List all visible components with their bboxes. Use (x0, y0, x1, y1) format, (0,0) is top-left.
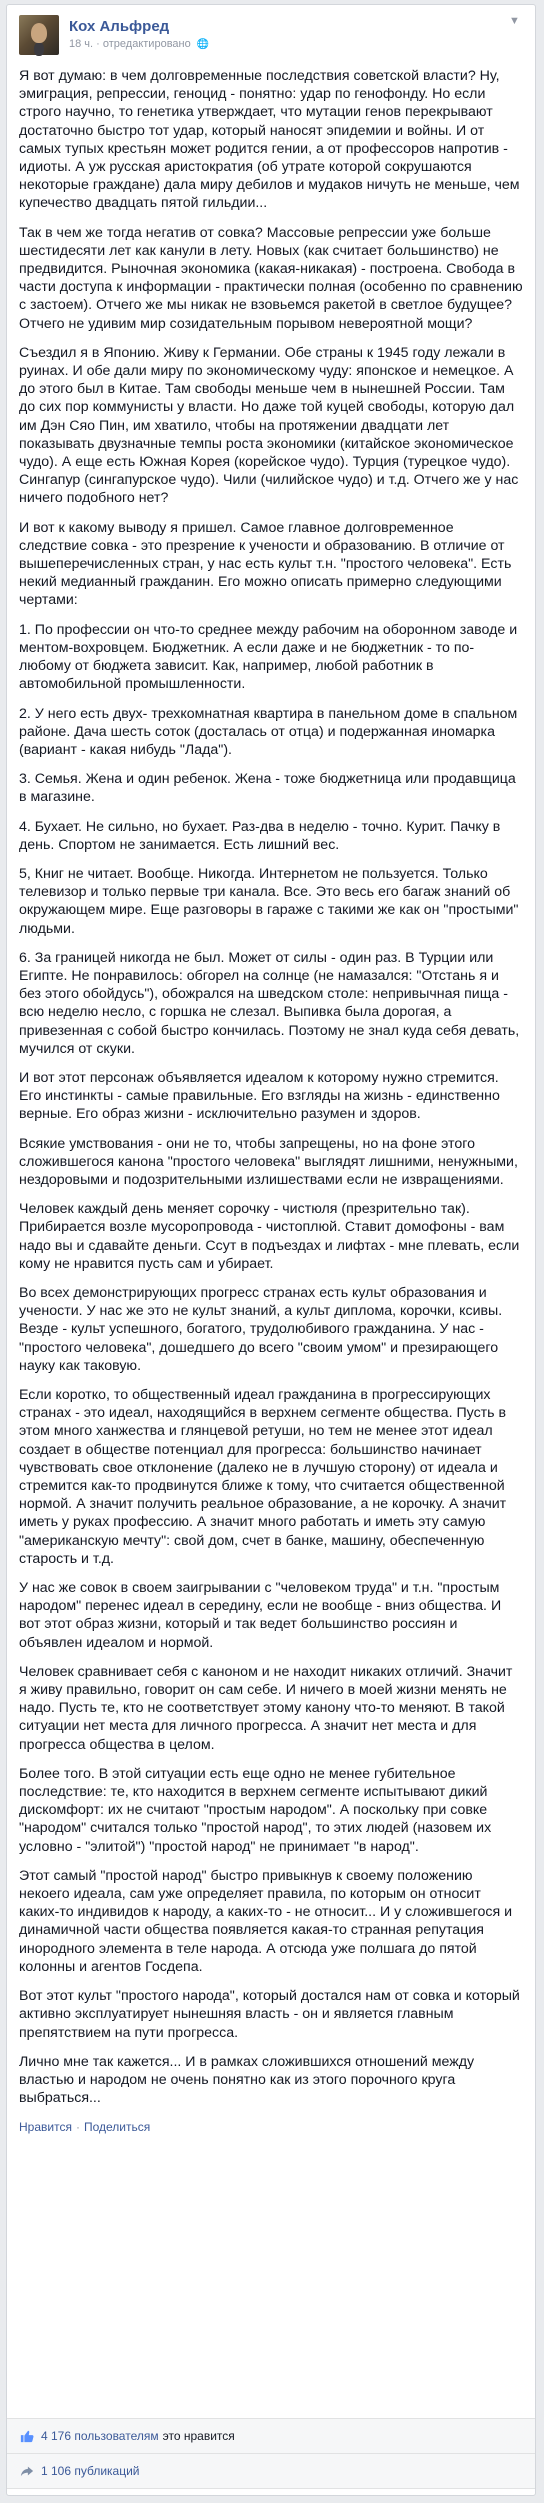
post-paragraph: Этот самый "простой народ" быстро привыкнув к своему положению некоего идеала, сам уже определяет правила, по которым он относит каких-то индивидов к народу, а каких-то - не относит... И у сложившегося и динамичной части общества появляется какая-то странная репутация инородного элемента в теле народа. А отсюда уже полшага до пятой колонны и агентов Госдепа. (19, 1867, 513, 1975)
author-name[interactable]: Кох Альфред (69, 17, 170, 35)
post-footer (7, 2418, 535, 2489)
post-subline (69, 36, 209, 53)
post-paragraph: И вот к какому выводу я пришел. Самое главное долговременное следствие совка - это презрение к учености и образованию. В отличие от вышеперечисленных стран, у нас есть культ т.н. "простого человека". Есть некий медианный гражданин. Его можно описать примерно следующими чертами: (19, 519, 512, 609)
post-time[interactable]: 18 ч. (69, 37, 94, 50)
likes-suffix: это нравится (162, 2429, 235, 2443)
post-paragraph: 4. Бухает. Не сильно, но бухает. Раз-два в неделю - точно. Курит. Пачку в день. Спортом не занимается. Есть лишний вес. (19, 818, 501, 853)
post-paragraph: Я вот думаю: в чем долговременные последствия советской власти? Ну, эмиграция, репрессии, геноцид - понятно: удар по генофонду. Но если строго научно, то генетика утверждает, что мутации генов перекрывают достаточно быстро тот удар, который наносят эпидемии и войны. И от самых тупых крестьян может родится гении, а от профессоров напротив - идиоты. А уж русская аристократия (об утрате которой сокрушаются некоторые граждане) дала миру дебилов и мудаков ничуть не меньше, чем купечество двадцать пятой гильдии... (19, 68, 520, 212)
chevron-down-icon[interactable]: ▼ (509, 15, 520, 27)
shares-count-link[interactable]: 1 106 публикаций (41, 2464, 140, 2478)
post-card (6, 4, 536, 2496)
post-body (7, 61, 535, 2107)
post-paragraph: Всякие умствования - они не то, чтобы запрещены, но на фоне этого сложившегося канона "простого человека" выглядят лишними, ненужными, нездоровыми и подозрительными излишествами если не извращениями. (19, 1135, 518, 1188)
share-link[interactable]: Поделиться (83, 2120, 151, 2135)
post-paragraph: 6. За границей никогда не был. Может от силы - один раз. В Турции или Египте. Не понравилось: обгорел на солнце (не намазался: "Отстань я и без этого обойдусь"), обожрался на шведском столе: непривычная пища - всю неделю несло, с горшка не слезал. Выпивка была дорогая, а привезенная с собой быстро кончилась. Поэтому не знал куда себя девать, мучился от скуки. (19, 949, 520, 1057)
post-paragraph: У нас же совок в своем заигрывании с "человеком труда" и т.н. "простым народом" перенес идеал в середину, если не вообще - вниз общества. И вот этот образ жизни, который и так ведет большинство россиян и объявлен идеалом и нормой. (19, 1580, 502, 1651)
action-separator: · (75, 2120, 80, 2135)
post-paragraph: 3. Семья. Жена и один ребенок. Жена - тоже бюджетница или продавщица в магазине. (19, 771, 516, 806)
post-paragraph: Так в чем же тогда негатив от совка? Массовые репрессии уже больше шестидесяти лет как канули в лету. Новых (как считает большинство) не предвидится. Рыночная экономика (какая-никакая) - построена. Свобода в части доступа к информации - практически полная (особенно по сравнению с застоем). Отчего же мы никак не взовьемся ракетой в светлое будущее? Отчего не удивим мир созидательным порывом невероятной мощи? (19, 224, 523, 332)
like-link[interactable]: Нравится (19, 2120, 72, 2135)
likes-count-link[interactable]: 4 176 пользователям (41, 2429, 159, 2443)
post-paragraph: Лично мне так кажется... И в рамках сложившихся отношений между властью и народом не очень понятно как из этого порочного круга выбраться... (19, 2053, 475, 2107)
post-actions (7, 2118, 535, 2142)
post-meta (69, 18, 209, 53)
likes-row (7, 2419, 535, 2454)
post-header (7, 5, 535, 61)
post-paragraph: Съездил я в Японию. Живу к Германии. Обе страны к 1945 году лежали в руинах. И обе дали миру по экономическому чуду: японское и немецкое. А до этого был в Китае. Там свободы меньше чем в нынешней России. Там до сих пор коммунисты у власти. Но даже той куцей свободы, которую дал им Дэн Сяо Пин, им хватило, чтобы на протяжении двадцати лет показывать двузначные темпы роста экономики (китайское экономическое чудо). А еще есть Южная Корея (корейское чудо). Турция (турецкое чудо). Сингапур (сингапурское чудо). Чили (чилийское чудо) и т.д. Отчего же у нас ничего подобного нет? (19, 344, 519, 507)
author-avatar[interactable] (19, 15, 59, 55)
share-icon (19, 2463, 35, 2479)
globe-icon: 🌐 (196, 38, 210, 50)
post-paragraph: Во всех демонстрирующих прогресс странах есть культ образования и учености. У нас же это не культ знаний, а культ диплома, корочки, ксивы. Везде - культ успешного, богатого, трудолюбивого гражданина. У нас - "простого человека", дошедшего до всего "своим умом" и презирающего науку как таковую. (19, 1284, 503, 1374)
post-paragraph: 2. У него есть двух- трехкомнатная квартира в панельном доме в спальном районе. Дача шесть соток (досталась от отца) и подержанная иномарка (вариант - какая нибудь "Лада"). (19, 705, 518, 758)
post-paragraph: Более того. В этой ситуации есть еще одно не менее губительное последствие: те, кто находится в верхнем сегменте испытывают дикий дискомфорт: их не считают "простым народом". А поскольку при совке "народом" считался только "простой народ", то этих людей (назовем их условно - "элитой") "простой народ" не принимает "в народ". (19, 1765, 492, 1855)
thumbs-up-icon (19, 2428, 35, 2444)
edited-label[interactable]: отредактировано (102, 37, 191, 50)
shares-row (7, 2454, 535, 2489)
post-paragraph: 1. По профессии он что-то среднее между рабочим на оборонном заводе и ментом-вохровцем. Бюджетник. А если даже и не бюджетник - то по-любому от бюджета зависит. Как, например, любой работник в автомобильной промышленности. (19, 621, 518, 693)
post-paragraph: Если коротко, то общественный идеал гражданина в прогрессирующих странах - это идеал, находящийся в верхнем сегменте общества. Пусть в этом много ханжества и глянцевой ретуши, но тем не менее этот идеал создает в обществе потенциал для прогресса: большинство начинает чувствовать свое отклонение (далеко не в лучшую сторону) от идеала и стремится как-то продвинутся ближе к тому, что считается общественной нормой. А значит получить реальное образование, а не корочку. А значит иметь у руках профессию. А значит много работать и иметь эту самую "американскую мечту": свой дом, счет в банке, машину, обеспеченную старость и т.д. (19, 1387, 507, 1567)
subline-separator: · (96, 37, 100, 50)
post-paragraph: 5, Книг не читает. Вообще. Никогда. Интернетом не пользуется. Только телевизор и только первые три канала. Все. Это весь его багаж знаний об окружающем мире. Еще разговоры в гараже с такими же как он "простыми" людьми. (19, 865, 519, 937)
post-paragraph: Человек каждый день меняет сорочку - чистюля (презрительно так). Прибирается возле мусоропровода - чистоплюй. Ставит домофоны - вам надо вы и сдавайте деньги. Ссут в подъездах и лифтах - мне плевать, если кому не нравится пусть сам и убирает. (19, 1201, 520, 1272)
post-paragraph: И вот этот персонаж объявляется идеалом к которому нужно стремится. Его инстинкты - самые правильные. Его взгляды на жизнь - единственно верные. Его образ жизни - исключительно разумен и здоров. (19, 1069, 500, 1123)
post-paragraph: Вот этот культ "простого народа", который достался нам от совка и который активно эксплуатирует нынешняя власть - он и является главным препятствием на пути прогресса. (19, 1988, 520, 2041)
post-paragraph: Человек сравнивает себя с каноном и не находит никаких отличий. Значит я живу правильно, говорит он сам себе. И ничего в моей жизни менять не надо. Пусть те, кто не соответствует этому канону что-то меняют. В такой ситуации нет места для личного прогресса. А значит нет места и для прогресса общества в целом. (19, 1663, 513, 1753)
